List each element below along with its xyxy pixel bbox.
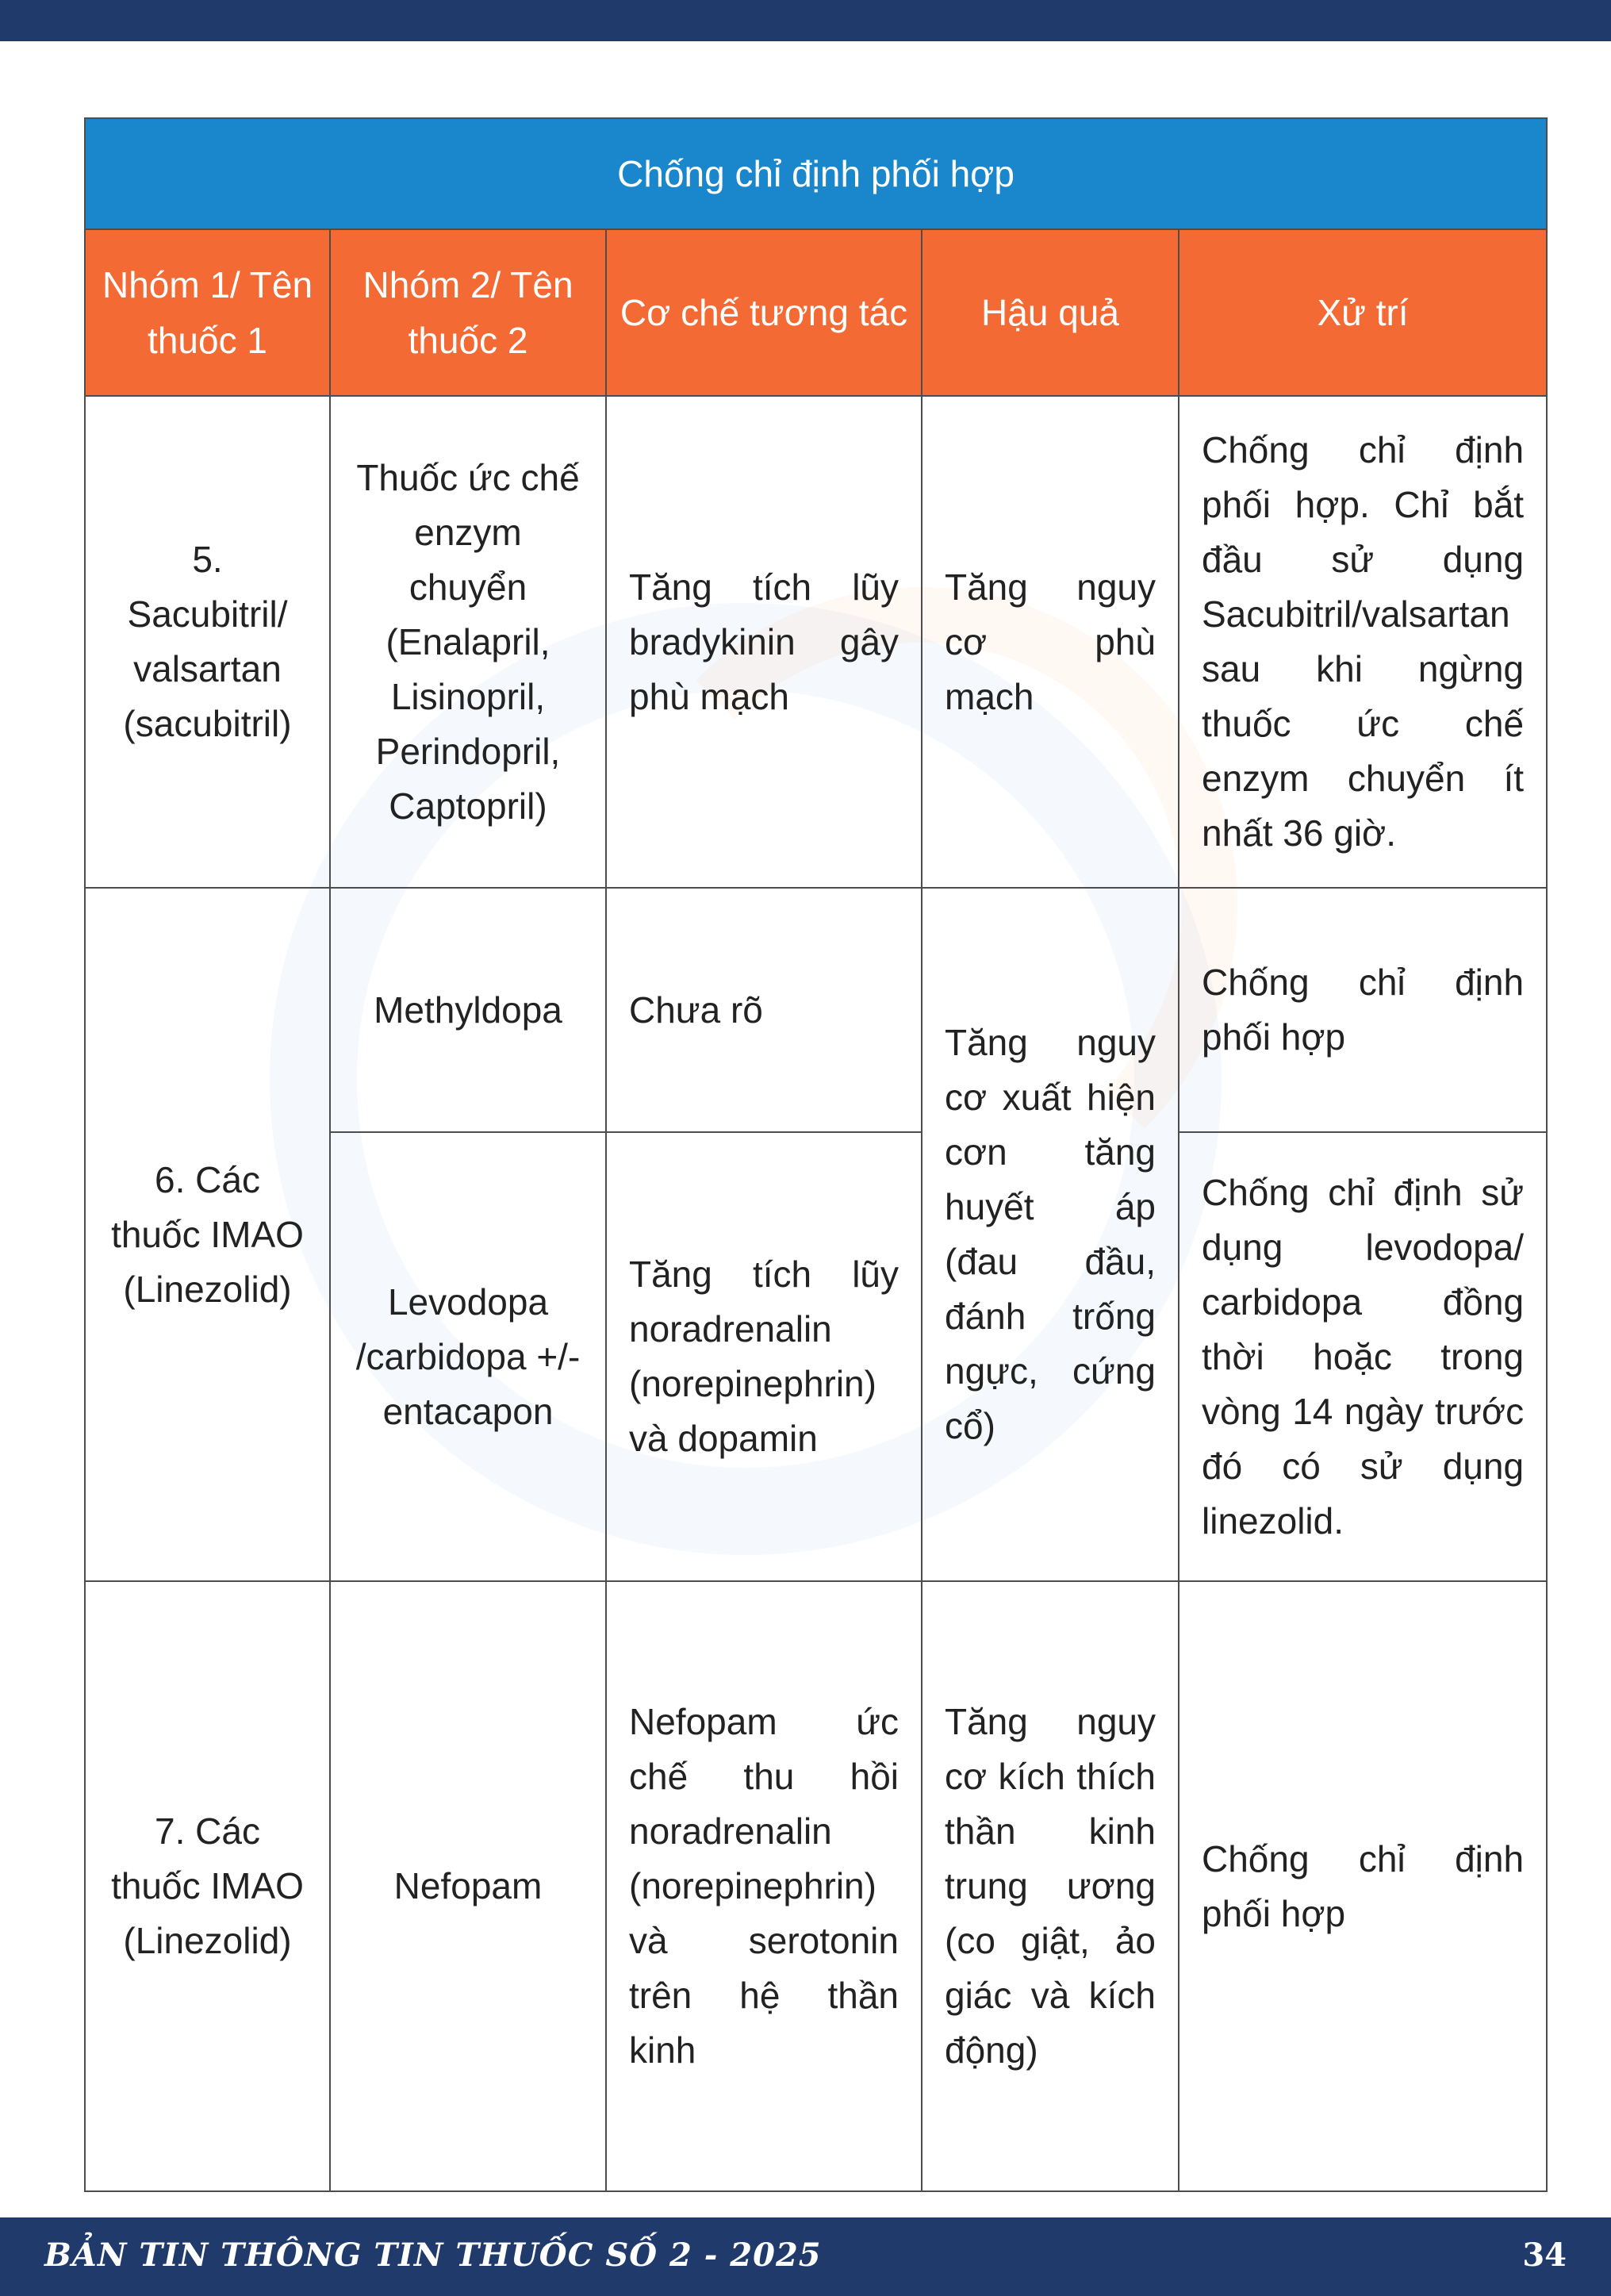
row6a-group2: Methyldopa [330, 888, 606, 1132]
row7-group2: Nefopam [330, 1581, 606, 2191]
row6b-group2: Levodopa /carbidopa +/- entacapon [330, 1132, 606, 1581]
header-group1: Nhóm 1/ Tên thuốc 1 [85, 229, 330, 396]
header-bar [0, 0, 1611, 41]
page-number: 34 [1522, 2236, 1567, 2274]
interaction-table [84, 117, 1548, 2192]
row6a-mechanism: Chưa rõ [606, 888, 922, 1132]
row7-group1: 7. Các thuốc IMAO (Linezolid) [85, 1581, 330, 2191]
footer-bulletin-title: BẢN TIN THÔNG TIN THUỐC SỐ 2 - 2025 [44, 2236, 822, 2274]
table-row [85, 396, 1547, 888]
row6b-mechanism: Tăng tích lũy noradrenalin (norepinephrin) và dopamin [606, 1132, 922, 1581]
row5-mechanism: Tăng tích lũy bradykinin gây phù mạch [606, 396, 922, 888]
row6-group1: 6. Các thuốc IMAO (Linezolid) [85, 888, 330, 1581]
row7-mechanism: Nefopam ức chế thu hồi noradrenalin (norepinephrin) và serotonin trên hệ thần kinh [606, 1581, 922, 2191]
header-management: Xử trí [1179, 229, 1547, 396]
row5-group1: 5. Sacubitril/ valsartan (sacubitril) [85, 396, 330, 888]
row7-consequence: Tăng nguy cơ kích thích thần kinh trung ương (co giật, ảo giác và kích động) [922, 1581, 1179, 2191]
table-row [85, 888, 1547, 1132]
header-mechanism: Cơ chế tương tác [606, 229, 922, 396]
row5-consequence: Tăng nguy cơ phù mạch [922, 396, 1179, 888]
header-consequence: Hậu quả [922, 229, 1179, 396]
header-group2: Nhóm 2/ Tên thuốc 2 [330, 229, 606, 396]
row5-management: Chống chỉ định phối hợp. Chỉ bắt đầu sử dụng Sacubitril/valsartan sau khi ngừng thuốc ức chế enzym chuyển ít nhất 36 giờ. [1179, 396, 1547, 888]
row6-consequence: Tăng nguy cơ xuất hiện cơn tăng huyết áp (đau đầu, đánh trống ngực, cứng cổ) [922, 888, 1179, 1581]
footer-bar [0, 2217, 1611, 2296]
row6b-management: Chống chỉ định sử dụng levodopa/ carbidopa đồng thời hoặc trong vòng 14 ngày trước đó có sử dụng linezolid. [1179, 1132, 1547, 1581]
row5-group2: Thuốc ức chế enzym chuyển (Enalapril, Lisinopril, Perindopril, Captopril) [330, 396, 606, 888]
row7-management: Chống chỉ định phối hợp [1179, 1581, 1547, 2191]
table-title: Chống chỉ định phối hợp [85, 118, 1547, 229]
row6a-management: Chống chỉ định phối hợp [1179, 888, 1547, 1132]
table-row [85, 1581, 1547, 2191]
